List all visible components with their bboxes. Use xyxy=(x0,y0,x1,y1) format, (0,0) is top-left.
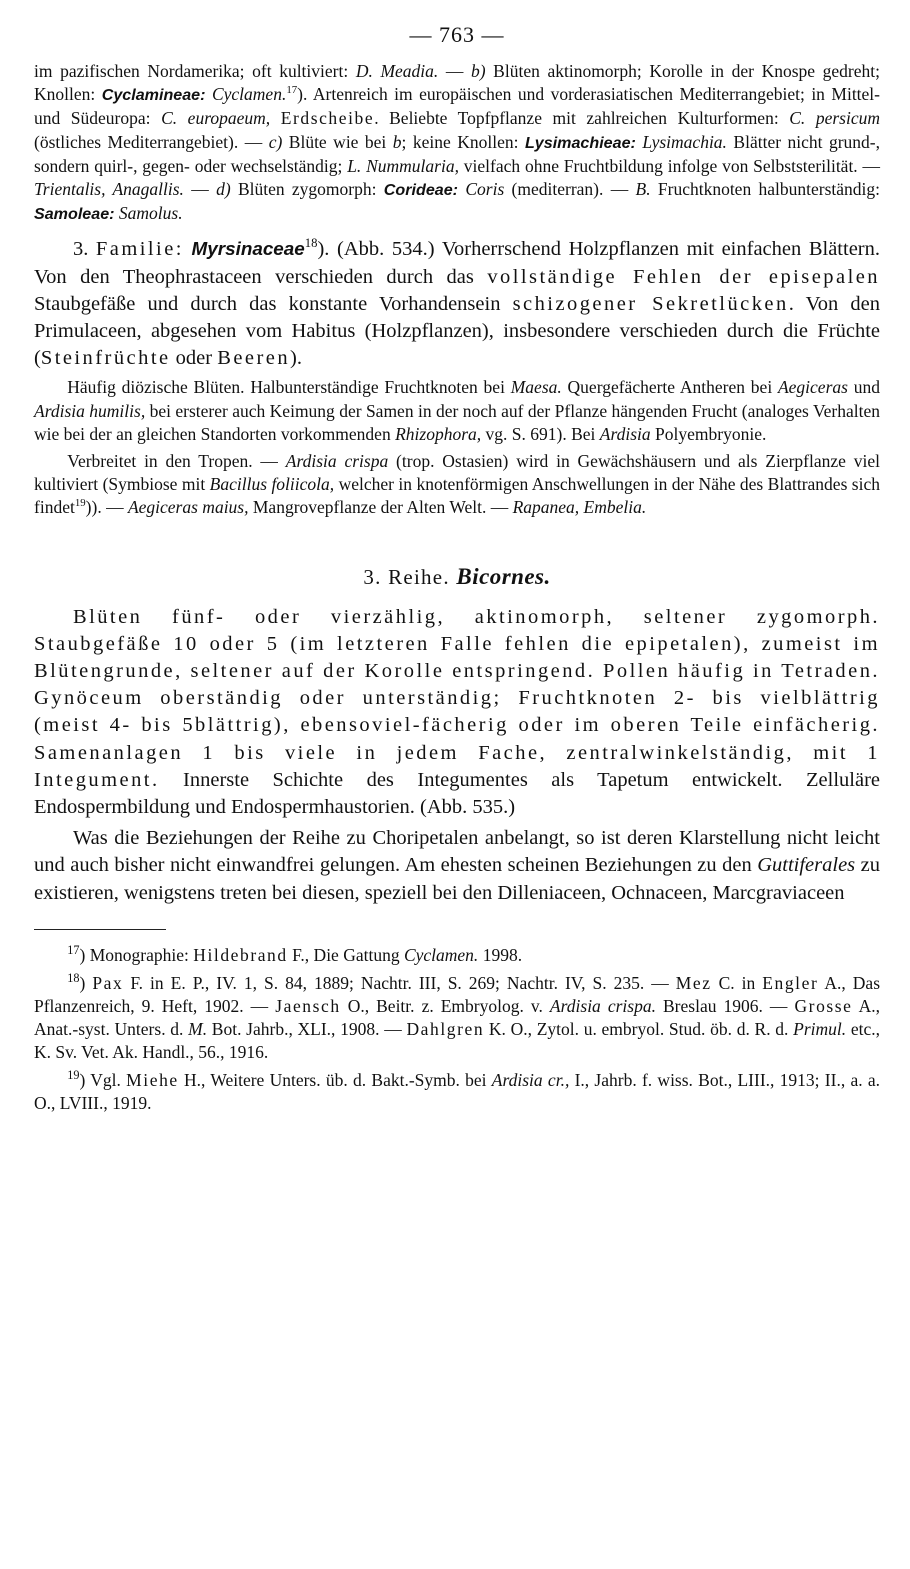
paragraph-haeufig: Häufig diözische Blüten. Halbunterständige Fruchtknoten bei Maesa. Quergefächerte Antheren bei Aegiceras und Ardisia humilis, bei ersterer auch Keimung der Samen in der noch auf der Pflanze hängenden Frucht (analoges Verhalten wie bei der an gleichen Standorten vorkommenden Rhizophora, vg. S. 691). Bei Ardisia Polyembryonie. xyxy=(34,377,880,444)
continued-paragraph: im pazifischen Nordamerika; oft kultiviert: D. Meadia. — b) Blüten aktinomorph; Korolle in der Knospe gedreht; Knollen: Cyclamineae: Cyclamen.$^{17}$). Artenreich im europäischen und vorderasiatischen Mediterrangebiet; in Mittel- und Südeuropa: C. europaeum, Erdscheibe. Beliebte Topfpflanze mit zahlreichen Kulturformen: C. persicum (östliches Mediterrangebiet). — c) Blüte wie bei b; keine Knollen: Lysimachieae: Lysimachia. Blätter nicht grund-, sondern quirl-, gegen- oder wechselständig; L. Nummularia, vielfach ohne Fruchtbildung infolge von Selbststerilität. — Trientalis, Anagallis. — d) Blüten zygomorph: Corideae: Coris (mediterran). — B. Fruchtknoten halbunterständig: Samoleae: Samolus. xyxy=(34,61,881,224)
footnote-18: $^{18}$) Pax F. in E. P., IV. 1, S. 84, 1889; Nachtr. III, S. 269; Nachtr. IV, S. 235. — Mez C. in Engler A., Das Pflanzenreich, 9. Heft, 1902. — Jaensch O., Beitr. z. Embryolog. v. Ardisia crispa. Breslau 1906. — Grosse A., Anat.-syst. Unters. d. M. Bot. Jahrb., XLI., 1908. — Dahlgren K. O., Zytol. u. embryol. Stud. öb. d. R. d. Primul. etc., K. Sv. Vet. Ak. Handl., 56., 1916. xyxy=(34,971,881,1062)
footnote-divider xyxy=(34,929,166,930)
family-paragraph: 3. Familie: Myrsinaceae$^{18}$). (Abb. 534.) Vorherrschend Holzpflanzen mit einfachen Blättern. Von den Theophrastaceen verschieden durch das vollständige Fehlen der episepalen Staubgefäße und durch das konstante Vorhandensein schizogener Sekretlücken. Von den Primulaceen, abgesehen vom Habitus (Holzpflanzen), insbesondere verschieden durch die Früchte (Steinfrüchte oder Beeren). xyxy=(34,236,881,370)
page-number: — 763 — xyxy=(409,22,505,47)
section-heading: 3. Reihe. Bicornes. xyxy=(363,563,551,589)
family-name: Myrsinaceae xyxy=(191,238,305,260)
book-page xyxy=(34,22,880,1120)
footnote-19: $^{19}$) Vgl. Miehe H., Weitere Unters. üb. d. Bakt.-Symb. bei Ardisia cr., I., Jahrb. f. wiss. Bot., LIII., 1913; II., a. a. O., LVIII., 1919. xyxy=(34,1068,880,1113)
section-title: Bicornes. xyxy=(456,563,551,589)
paragraph-bicornes: Blüten fünf- oder vierzählig, aktinomorph, seltener zygomorph. Staubgefäße 10 oder 5 (im letzteren Falle fehlen die epipetalen), zumeist im Blütengrunde, seltener auf der Korolle entspringend. Pollen häufig in Tetraden. Gynöceum oberständig oder unterständig; Fruchtknoten 2- bis vielblättrig (meist 4- bis 5blättrig), ebensoviel-fächerig oder im oberen Teile einfächerig. Samenanlagen 1 bis viele in jedem Fache, zentralwinkelständig, mit 1 Integument. Innerste Schichte des Integumentes als Tapetum entwickelt. Zelluläre Endospermbildung und Endospermhaustorien. (Abb. 535.) xyxy=(34,605,880,819)
paragraph-verbreitet: Verbreitet in den Tropen. — Ardisia crispa (trop. Ostasien) wird in Gewächshäusern und als Zierpflanze viel kultiviert (Symbiose mit Bacillus foliicola, welcher in knotenförmigen Anschwellungen in der Nähe des Blattrandes sich findet$^{19}$)). — Aegiceras maius, Mangrovepflanze der Alten Welt. — Rapanea, Embelia. xyxy=(34,451,880,518)
paragraph-beziehungen: Was die Beziehungen der Reihe zu Choripetalen anbelangt, so ist deren Klarstellung nicht leicht und auch bisher nicht einwandfrei gelungen. Am ehesten scheinen Beziehungen zu den Guttiferales zu existieren, wenigstens treten bei diesen, speziell bei den Dilleniaceen, Ochnaceen, Marcgraviaceen xyxy=(34,827,880,904)
footnote-17: $^{17}$) Monographie: Hildebrand F., Die Gattung Cyclamen. 1998. xyxy=(67,943,523,965)
